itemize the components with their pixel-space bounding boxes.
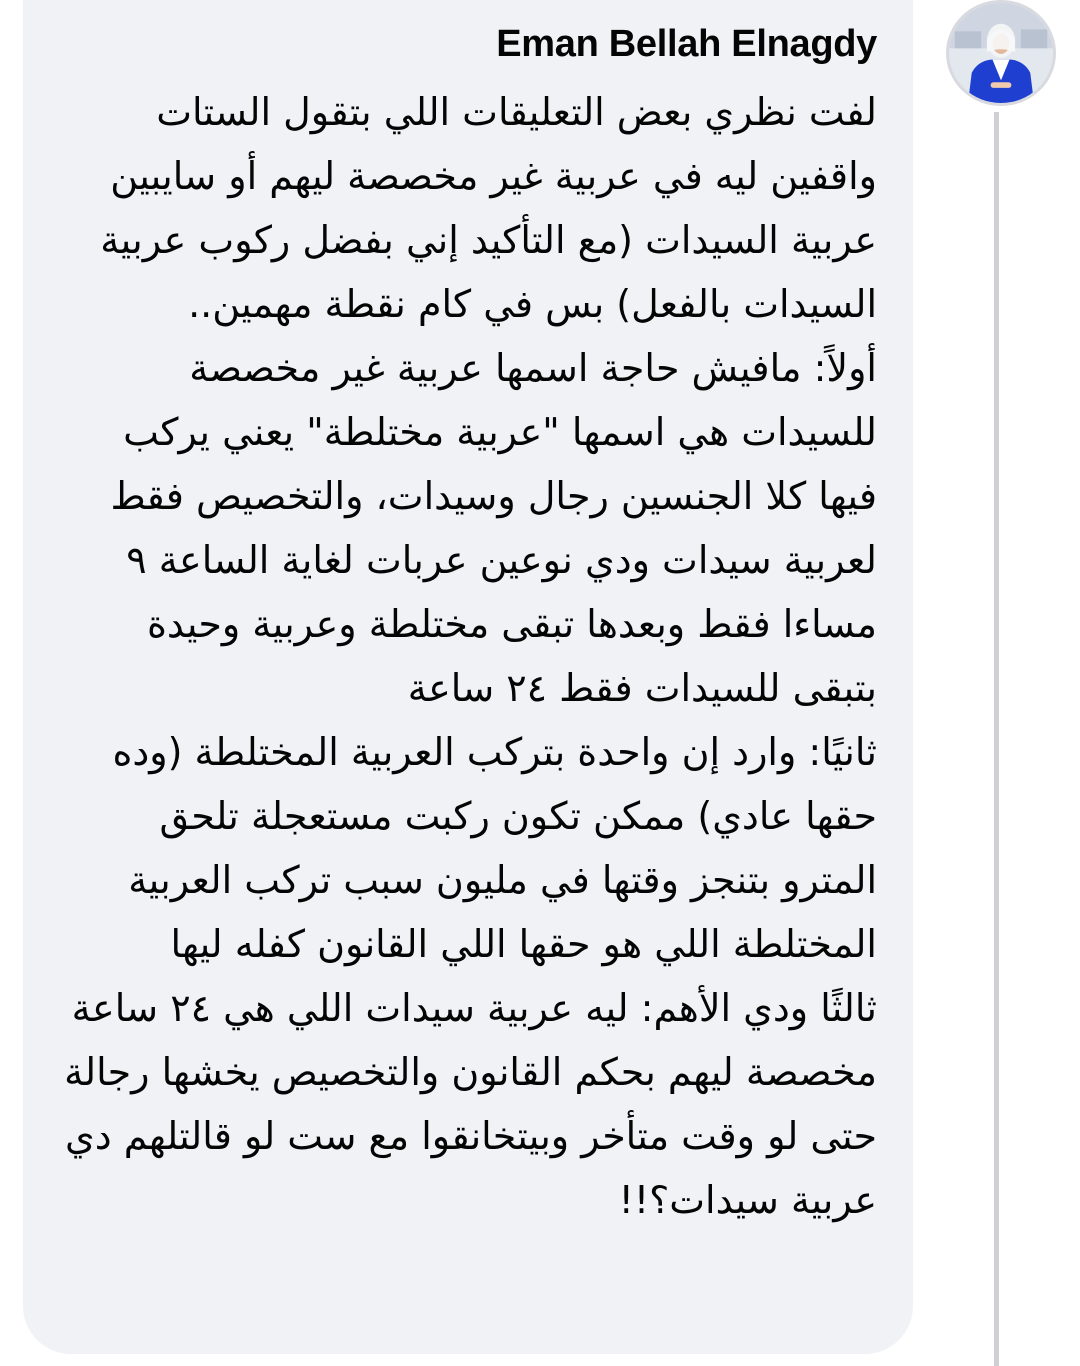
comment-author-name[interactable]: Eman Bellah Elnagdy <box>496 23 877 65</box>
comment-text <box>59 80 877 1232</box>
comment-paragraph: لفت نظري بعض التعليقات اللي بتقول الستات واقفين ليه في عربية غير مخصصة ليهم أو سايبين عربية السيدات (مع التأكيد إني بفضل ركوب عربية السيدات بالفعل) بس في كام نقطة مهمين.. <box>100 90 877 326</box>
reply-thread-line <box>994 112 999 1366</box>
comment-paragraph: ثانيًا: وارد إن واحدة بتركب العربية المختلطة (وده حقها عادي) ممكن تكون ركبت مستعجلة تلحق المترو بتنجز وقتها في مليون سبب تركب العربية المختلطة اللي هو حقها اللي القانون كفله ليها <box>112 730 877 966</box>
comment-bubble <box>23 0 913 1354</box>
comment-paragraph: ثالثًا ودي الأهم: ليه عربية سيدات اللي هي ٢٤ ساعة مخصصة ليهم بحكم القانون والتخصيص يخشها رجالة حتى لو وقت متأخر وبيتخانقوا مع ست لو قالتلهم دي عربية سيدات؟!! <box>64 986 877 1222</box>
profile-photo-icon <box>949 3 1053 103</box>
comment-paragraph: أولاً: مافيش حاجة اسمها عربية غير مخصصة للسيدات هي اسمها "عربية مختلطة" يعني يركب فيها كلا الجنسين رجال وسيدات، والتخصيص فقط لعربية سيدات ودي نوعين عربات لغاية الساعة ٩ مساءا فقط وبعدها تبقى مختلطة وعربية وحيدة بتبقى للسيدات فقط ٢٤ ساعة <box>110 346 877 710</box>
author-avatar[interactable] <box>946 0 1056 106</box>
